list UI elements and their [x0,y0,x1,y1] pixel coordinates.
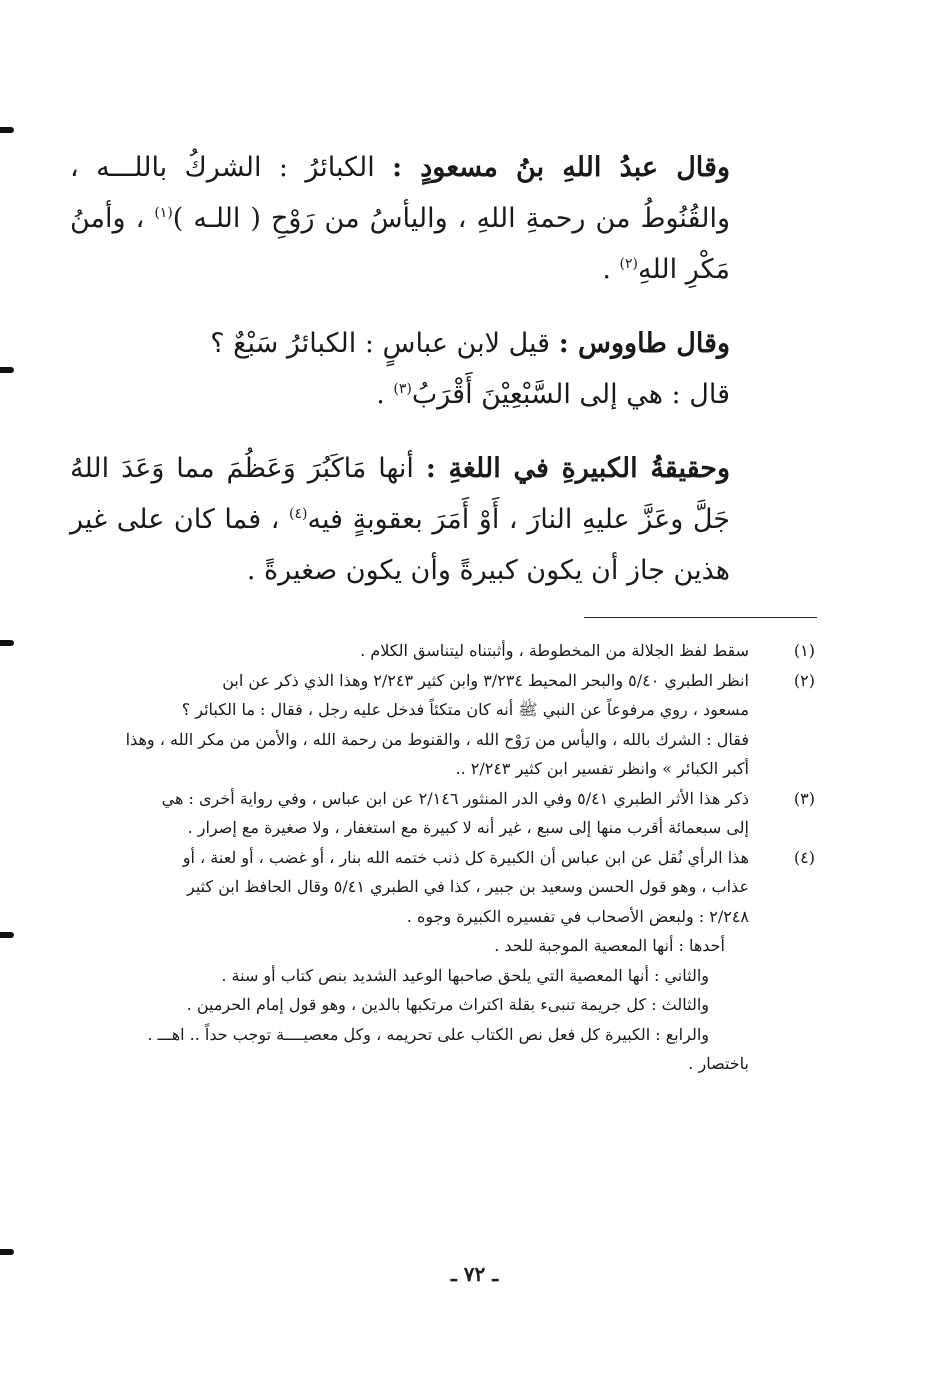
footnote-number: (٤) [793,847,815,867]
paragraph-body: الكبائرُ : الشركُ باللـــه ، والقُنُوطُ من رحمةِ اللهِ ، واليأسُ من رَوْحِ ( اللـه ) [70,152,730,234]
footnote-line: فقال : الشرك بالله ، واليأس من رَوْح الله ، والقنوط من رحمة الله ، والأمن من مكر الله ، وهذا [125,729,749,749]
paragraph-lead: وقال طاووس : [558,328,730,359]
footnote-3 [70,784,815,843]
footnote-item: والثاني : أنها المعصية التي يلحق صاحبها الوعيد الشديد بنص كتاب أو سنة . [221,965,709,985]
footnote-2 [70,666,815,784]
main-text [70,142,730,619]
footnote-number: (٢) [793,670,815,690]
margin-mark [0,932,14,938]
footnote-item: والثالث : كل جريمة تنبىء بقلة اكتراث مرتكبها بالدين ، وهو قول إمام الحرمين . [186,995,709,1014]
paragraph-body: أنها مَاكَبُرَ وَعَظُمَ مما وَعَدَ اللهُ جَلَّ وعَزَّ عليهِ النارَ ، أَوْ أَمَرَ بعقوبةٍ فيه [70,453,730,535]
paragraph-tawus [70,318,730,420]
footnotes [70,636,815,1079]
margin-mark [0,640,14,646]
paragraph-lead: وقال عبدُ اللهِ بنُ مسعودٍ : [392,152,730,183]
paragraph-definition [70,443,730,596]
paragraph-body: ، وأمنُ مَكْرِ اللهِ [70,203,730,285]
footnote-ref[interactable]: (٤) [289,506,308,522]
footnote-separator [584,617,817,618]
footnote-ref[interactable]: (٢) [619,256,638,272]
footnote-line: ذكر هذا الأثر الطبري ٥/٤١ وفي الدر المنثور ٢/١٤٦ عن ابن عباس ، وفي رواية أخرى : هي [161,788,749,808]
footnote-line: إلى سبعمائة أقرب منها إلى سبع ، غير أنه لا كبيرة مع استغفار ، ولا صغيرة مع إصرار . [187,818,749,837]
footnote-line: أكبر الكبائر » وانظر تفسير ابن كثير ٢/٢٤٣ .. [455,759,749,778]
footnote-number: (٣) [793,788,815,808]
footnote-line: مسعود ، روي مرفوعاً عن النبي ﷺ أنه كان متكئاً فدخل عليه رجل ، فقال : ما الكبائر ؟ [181,700,749,719]
footnote-ref[interactable]: (٣) [393,381,412,397]
footnote-line: ٢/٢٤٨ : ولبعض الأصحاب في تفسيره الكبيرة وجوه . [406,906,749,926]
footnote-number: (١) [793,641,815,660]
margin-mark [0,127,14,133]
paragraph-body: قيل لابن عباسٍ : الكبائرُ سَبْعٌ ؟ [210,328,551,359]
footnote-1 [70,636,815,666]
paragraph-tail: . [602,254,620,285]
paragraph-tail: ، فما كان على غير هذين جاز أن يكون كبيرةً وأن يكون صغيرةً . [70,504,730,586]
footnote-item: والرابع : الكبيرة كل فعل نص الكتاب على تحريمه ، وكل معصيــــة توجب حداً .. اهـــ . [147,1024,709,1044]
footnote-ref[interactable]: (١) [154,205,173,221]
footnote-line: انظر الطبري ٥/٤٠ والبحر المحيط ٣/٢٣٤ وابن كثير ٢/٢٤٣ وهذا الذي ذكر عن ابن [222,670,749,690]
footnote-line: عذاب ، وهو قول الحسن وسعيد بن جبير ، كذا في الطبري ٥/٤١ وقال الحافظ ابن كثير [187,877,749,896]
paragraph-tail: . [376,379,394,410]
margin-mark [0,367,14,373]
page-number: ـ ٧٢ ـ [450,1262,499,1286]
margin-mark [0,1249,14,1255]
footnote-4 [70,843,815,1079]
footnote-item: أحدها : أنها المعصية الموجبة للحد . [494,936,725,955]
paragraph-body: قال : هي إلى السَّبْعِيْنَ أَقْرَبُ [411,379,730,410]
paragraph-ibn-masud [70,142,730,295]
footnote-line: باختصار . [688,1054,749,1073]
footnote-line: هذا الرأي نُقل عن ابن عباس أن الكبيرة كل ذنب ختمه الله بنار ، أو غضب ، أو لعنة ، أو [182,847,749,867]
paragraph-lead: وحقيقةُ الكبيرةِ في اللغةِ : [425,453,730,484]
footnote-line: سقط لفظ الجلالة من المخطوطة ، وأثبتناه ليتناسق الكلام . [360,641,749,660]
